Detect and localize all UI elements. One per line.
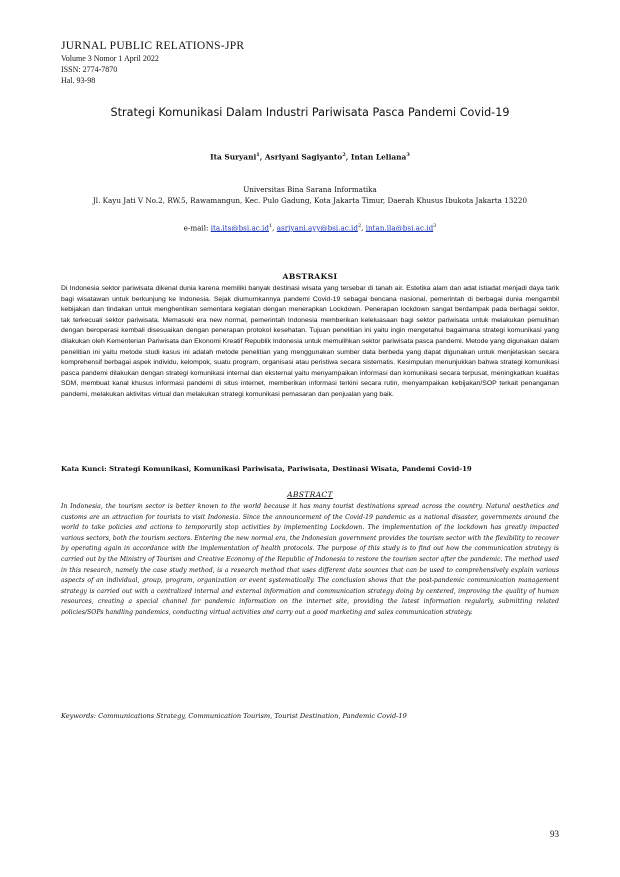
kata-kunci <box>61 465 559 473</box>
paper-title: Strategi Komunikasi Dalam Industri Pariwisata Pasca Pandemi Covid-19 <box>110 106 510 119</box>
journal-pages: Hal. 93-98 <box>61 76 96 85</box>
keywords-values: Communications Strategy, Communication Tourism, Tourist Destination, Pandemic Covid-19 <box>98 712 407 720</box>
email-link[interactable]: intan.ila@bsi.ac.id <box>365 223 434 233</box>
email-mark: 1 <box>268 223 273 229</box>
author-affiliation-mark: 1 <box>256 152 260 158</box>
author-name: Intan Leliana <box>350 152 407 162</box>
affiliation-address: Jl. Kayu Jati V No.2, RW.5, Rawamangun, Kec. Pulo Gadung, Kota Jakarta Timur, Daerah Khusus Ibukota Jakarta 13220 <box>92 196 528 205</box>
affiliation-institution: Universitas Bina Sarana Informatika <box>243 185 377 194</box>
affiliation <box>61 184 559 206</box>
email-link[interactable]: asriyani.ayy@bsi.ac.id <box>276 223 358 233</box>
kata-kunci-label: Kata Kunci: <box>61 465 107 473</box>
journal-volume: Volume 3 Nomor 1 April 2022 <box>61 54 159 63</box>
abstract-heading: ABSTRACT <box>287 490 333 499</box>
author-name: Ita Suryani <box>210 152 257 162</box>
keywords <box>61 712 559 720</box>
abstrak-heading: ABSTRAKSI <box>282 272 338 281</box>
email-mark: 2 <box>357 223 362 229</box>
email-list: e-mail: $ita.its@bsi.ac.id^1$, $asriyani.ayy@bsi.ac.id^2$, $intan.ila@bsi.ac.id^3$ <box>183 223 437 233</box>
email-label: e-mail: <box>183 223 209 233</box>
journal-header <box>61 39 244 86</box>
journal-issn: ISSN: 2774-7870 <box>61 65 118 74</box>
abstract-text: In Indonesia, the tourism sector is better known to the world because it has many tourist destinations spread across the country. Natural aesthetics and customs are an attraction for tourists to visit Indonesia. Since the announcement of the Covid-19 pandemic as a national disaster, governments around the world to take policies and actions to temporarily stop activities by implementing Lockdown. The implementation of the lockdown has greatly impacted various sectors, both the tourism sectors. Entering the new normal era, the Indonesian government provides the tourism sector with the flexibility to recover by operating again in accordance with the implementation of health protocols. The purpose of this study is to find out how the communication strategy is carried out by the Ministry of Tourism and Creative Economy of the Republic of Indonesia to restore the tourism sector after the pandemic. The method used in this research, namely the case study method, is a research method that uses different data sources that can be used to comprehensively explain various aspects of an individual, group, program, organization or event systematically. The conclusion shows that the post-pandemic communication management strategy is carried out with a centralized internal and external information and communication strategy doing by centered, improving the quality of human resources, creating a special channel for pandemic information on the internet site, providing the latest information regularly, submitting related policies/SOPs handling pandemics, conducting virtual activities and carry out a good marketing and sales communication strategy. <box>61 503 559 616</box>
author-list: Ita Suryani$^1$, Asriyani Sagiyanto$^2$, Intan Leliana$^3$ <box>210 152 410 162</box>
page-number: 93 <box>550 829 559 839</box>
author-name: Asriyani Sagiyanto <box>264 152 343 162</box>
email-link[interactable]: ita.its@bsi.ac.id <box>210 223 269 233</box>
journal-name: JURNAL PUBLIC RELATIONS-JPR <box>61 40 245 52</box>
email-mark: 3 <box>433 223 437 229</box>
kata-kunci-values: Strategi Komunikasi, Komunikasi Pariwisata, Pariwisata, Destinasi Wisata, Pandemi Covid-19 <box>109 465 472 473</box>
author-affiliation-mark: 3 <box>406 152 410 158</box>
abstrak-text: Di Indonesia sektor pariwisata dikenal dunia karena memiliki banyak destinasi wisata yang tersebar di tanah air. Estetika alam dan adat istiadat menjadi daya tarik bagi wisatawan untuk berkunjung ke Indonesia. Sejak diumumkannya pandemi Covid-19 sebagai bencana nasional, pemerintah di berbagai dunia mengambil kebijakan dan tindakan untuk menghentikan sementara kegiatan dengan menerapkan Lockdown. Penerapan lockdown sangat berdampak pada berbagai sektor, tak terkecuali sektor pariwisata. Memasuki era new normal, pemerintah Indonesia memberikan keleluasaan bagi sektor pariwisata untuk melakukan pemulihan dengan beroperasi kembali disesuaikan dengan penerapan protokol kesehatan. Tujuan penelitian ini yaitu ingin mengetahui bagaimana strategi komunikasi yang dilakukan oleh Kementerian Pariwisata dan Ekonomi Kreatif Republik Indonesia untuk memulihkan sektor pariwisata pasca pandemi. Metode yang digunakan dalam penelitian ini yaitu metode studi kasus ini adalah metode penelitian yang menggunakan sumber data berbeda yang dapat digunakan untuk menjelaskan secara komprehensif berbagai aspek individu, kelompok, suatu program, organisasi atau peristiwa secara sistematis. Kesimpulan menunjukkan bahwa strategi komunikasi pasca pandemi dilakukan dengan strategi komunikasi internal dan eksternal yaitu menyampaikan informasi dan komunikasi secara terpusat, meningkatkan kualitas SDM, membuat kanal khusus informasi pandemi di situs internet, memberikan informasi terkini secara rutin, menyampaikan kebijakan/SOP terkait penanganan pandemi, melakukan aktivitas virtual dan melakukan strategi komunikasi pemasaran dan penjualan yang baik. <box>61 285 559 398</box>
keywords-label: Keywords: <box>61 712 96 720</box>
author-affiliation-mark: 2 <box>342 152 346 158</box>
